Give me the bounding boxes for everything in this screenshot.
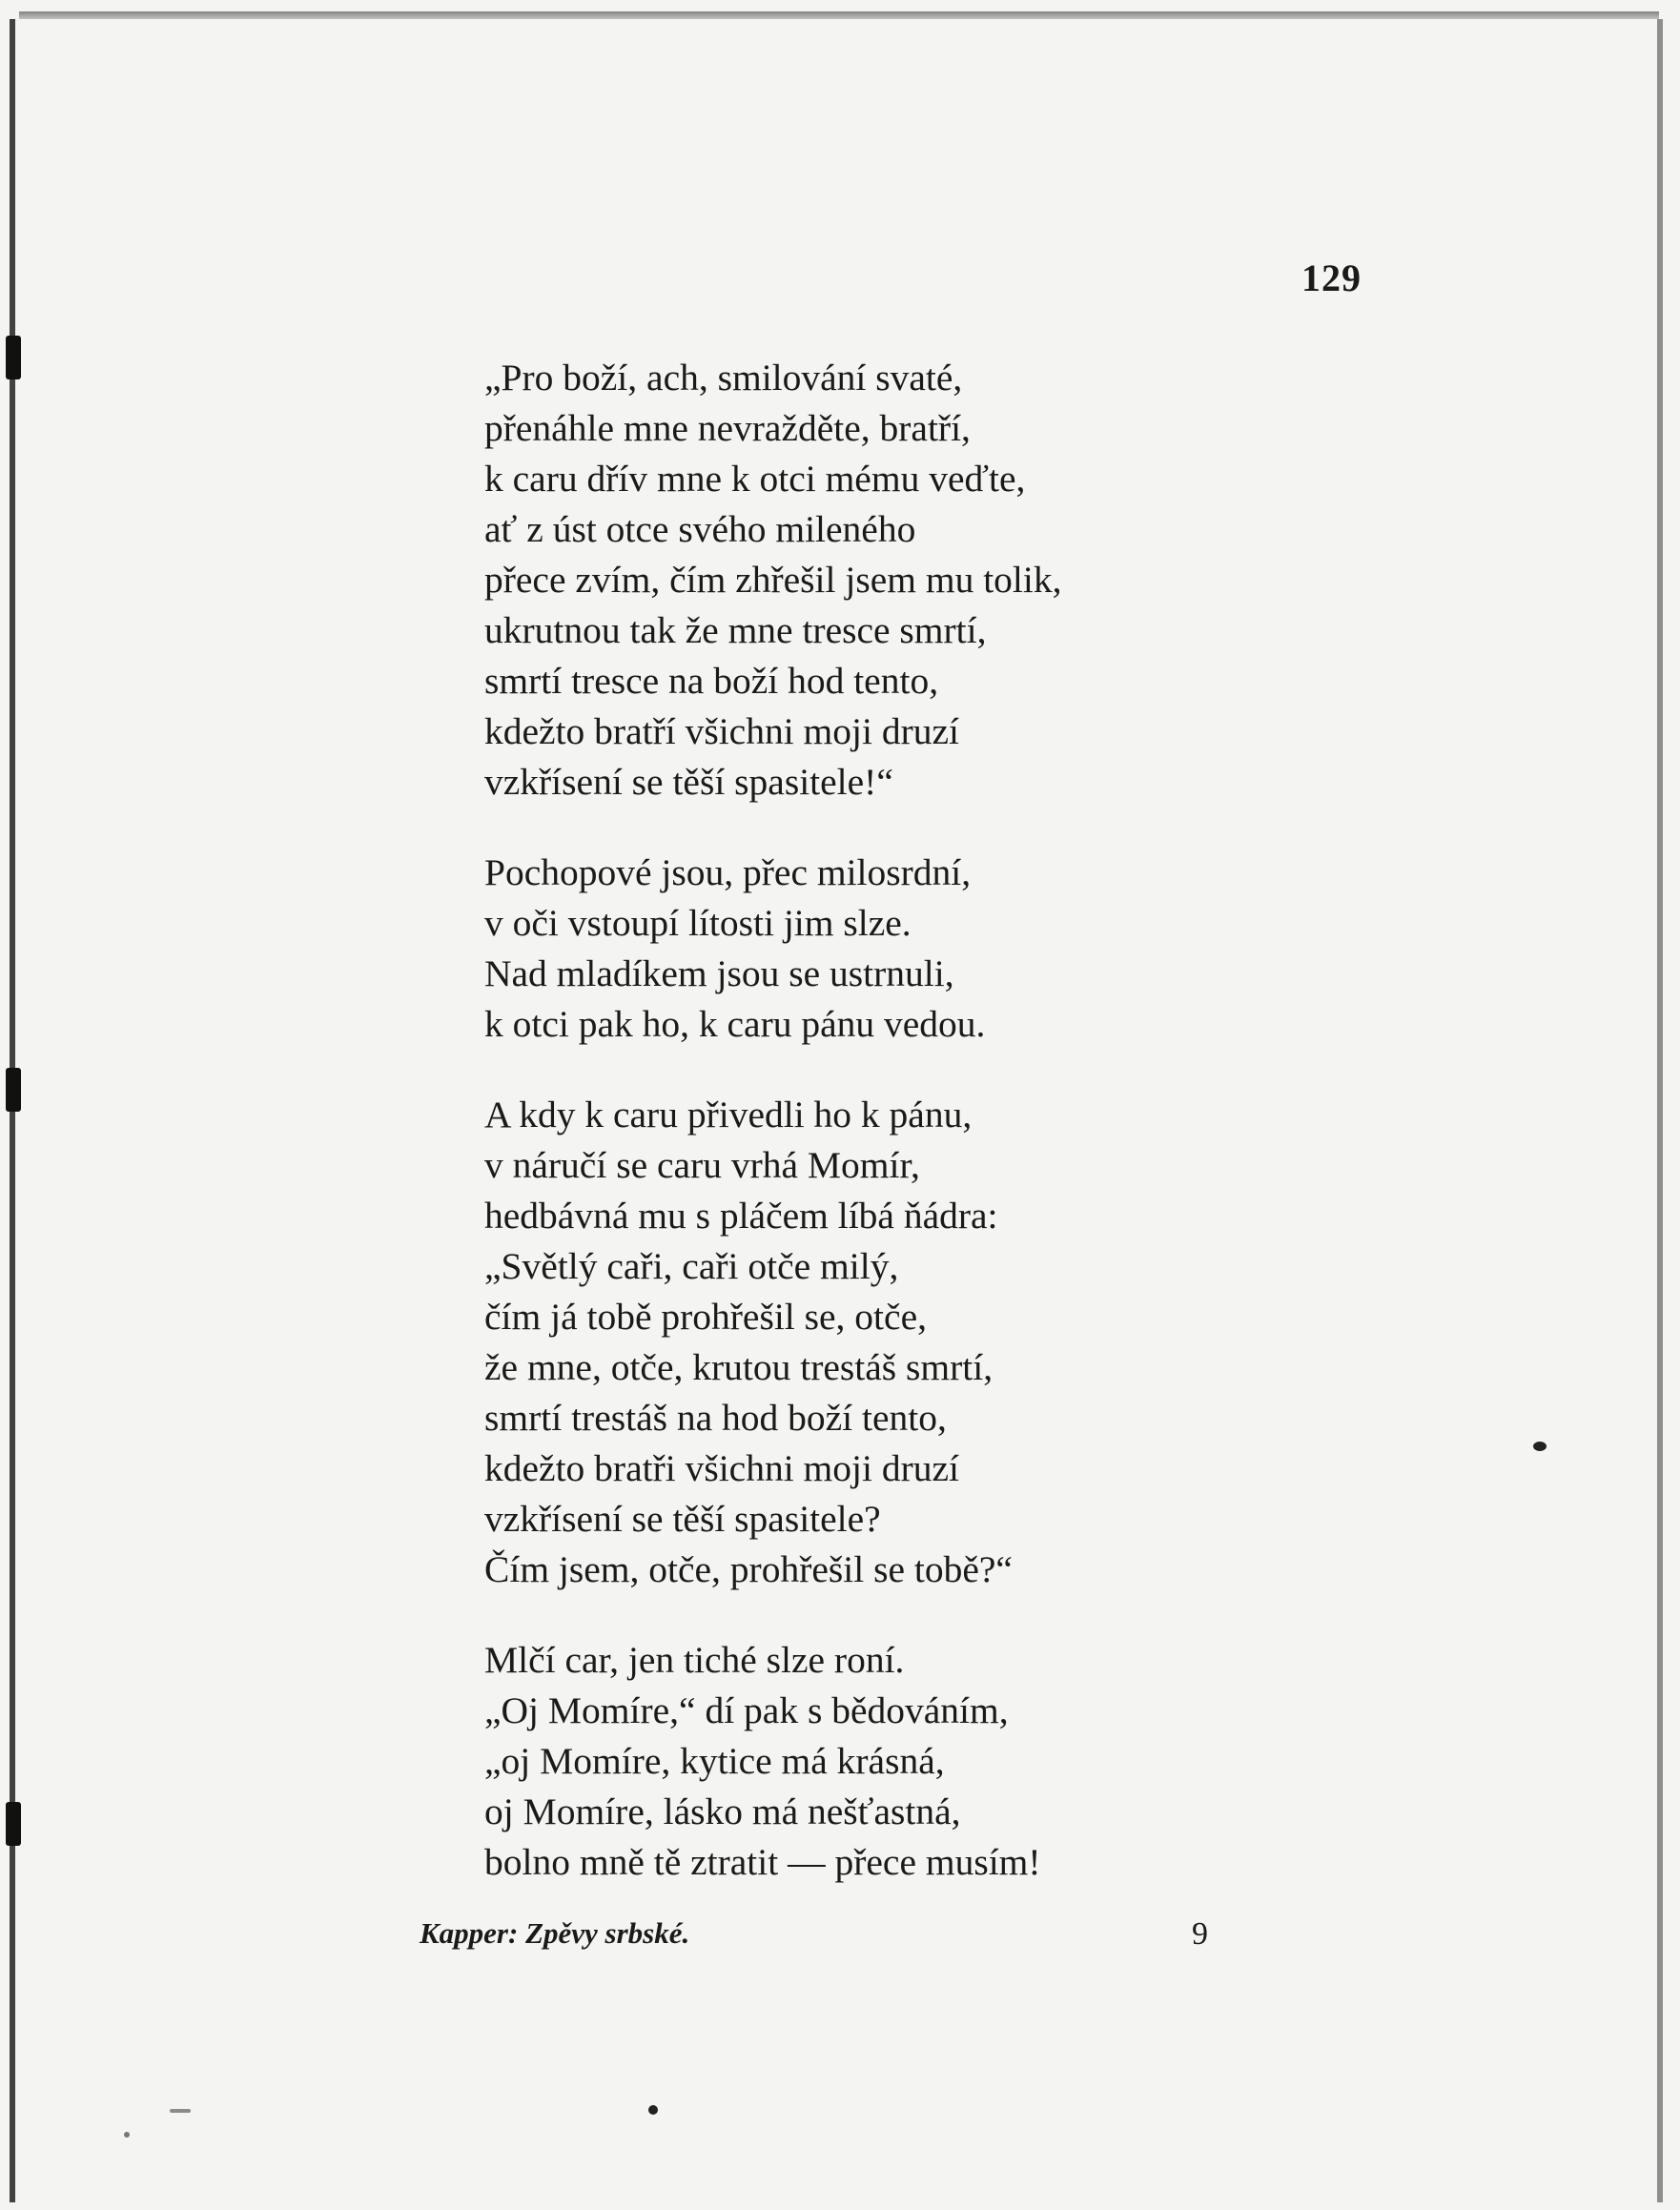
poem-line: oj Momíre, lásko má nešťastná, bbox=[484, 1791, 961, 1832]
binding-mark bbox=[6, 1802, 21, 1846]
poem-line: vzkřísení se těší spasitele? bbox=[484, 1498, 881, 1540]
stanza bbox=[484, 848, 1285, 1050]
poem-line: ať z úst otce svého mileného bbox=[484, 508, 916, 550]
page-number: 129 bbox=[1301, 256, 1362, 299]
scan-speck bbox=[648, 2105, 658, 2115]
poem-line: kdežto bratří všichni moji druzí bbox=[484, 710, 960, 752]
scan-edge-top bbox=[19, 11, 1659, 19]
poem-line: v náručí se caru vrhá Momír, bbox=[484, 1144, 920, 1186]
poem-line: Pochopové jsou, přec milosrdní, bbox=[484, 851, 972, 893]
sheet-number: 9 bbox=[1192, 1916, 1208, 1952]
stanza bbox=[484, 1090, 1285, 1595]
poem-line: ukrutnou tak že mne tresce smrtí, bbox=[484, 609, 987, 651]
poem-line: A kdy k caru přivedli ho k pánu, bbox=[484, 1094, 973, 1136]
poem-line: Nad mladíkem jsou se ustrnuli, bbox=[484, 952, 954, 994]
poem-line: smrtí trestáš na hod boží tento, bbox=[484, 1397, 947, 1439]
scan-speck bbox=[124, 2132, 130, 2138]
stanza bbox=[484, 353, 1285, 808]
poem-line: v oči vstoupí lítosti jim slze. bbox=[484, 902, 912, 944]
binding-mark bbox=[6, 336, 21, 379]
poem-line: kdežto bratři všichni moji druzí bbox=[484, 1447, 960, 1489]
poem-line: že mne, otče, krutou trestáš smrtí, bbox=[484, 1346, 994, 1388]
stanza bbox=[484, 1635, 1285, 1888]
signature-mark: Kapper: Zpěvy srbské. bbox=[420, 1916, 690, 1950]
poem-line: přenáhle mne nevražděte, bratří, bbox=[484, 407, 971, 449]
poem-line: Čím jsem, otče, prohřešil se tobě?“ bbox=[484, 1548, 1013, 1590]
scan-speck bbox=[1533, 1442, 1547, 1451]
poem-line: vzkřísení se těší spasitele!“ bbox=[484, 761, 893, 803]
poem-line: přece zvím, čím zhřešil jsem mu tolik, bbox=[484, 559, 1062, 601]
poem-line: k otci pak ho, k caru pánu vedou. bbox=[484, 1003, 986, 1045]
page-footer bbox=[420, 1916, 1220, 1964]
scan-edge-right bbox=[1657, 19, 1663, 2202]
poem-line: „Oj Momíre,“ dí pak s bědováním, bbox=[484, 1689, 1009, 1731]
poem-line: k caru dřív mne k otci mému veďte, bbox=[484, 458, 1026, 500]
poem-line: hedbávná mu s pláčem líbá ňádra: bbox=[484, 1195, 998, 1237]
poem-text bbox=[484, 353, 1285, 1928]
poem-line: „oj Momíre, kytice má krásná, bbox=[484, 1740, 945, 1782]
poem-line: smrtí tresce na boží hod tento, bbox=[484, 660, 939, 702]
binding-mark bbox=[6, 1068, 21, 1112]
poem-line: „Světlý caři, caři otče milý, bbox=[484, 1245, 899, 1287]
scan-speck bbox=[170, 2109, 191, 2113]
poem-line: „Pro boží, ach, smilování svaté, bbox=[484, 357, 963, 399]
poem-line: čím já tobě prohřešil se, otče, bbox=[484, 1296, 927, 1338]
poem-line: bolno mně tě ztratit — přece musím! bbox=[484, 1841, 1041, 1883]
poem-line: Mlčí car, jen tiché slze roní. bbox=[484, 1639, 905, 1681]
